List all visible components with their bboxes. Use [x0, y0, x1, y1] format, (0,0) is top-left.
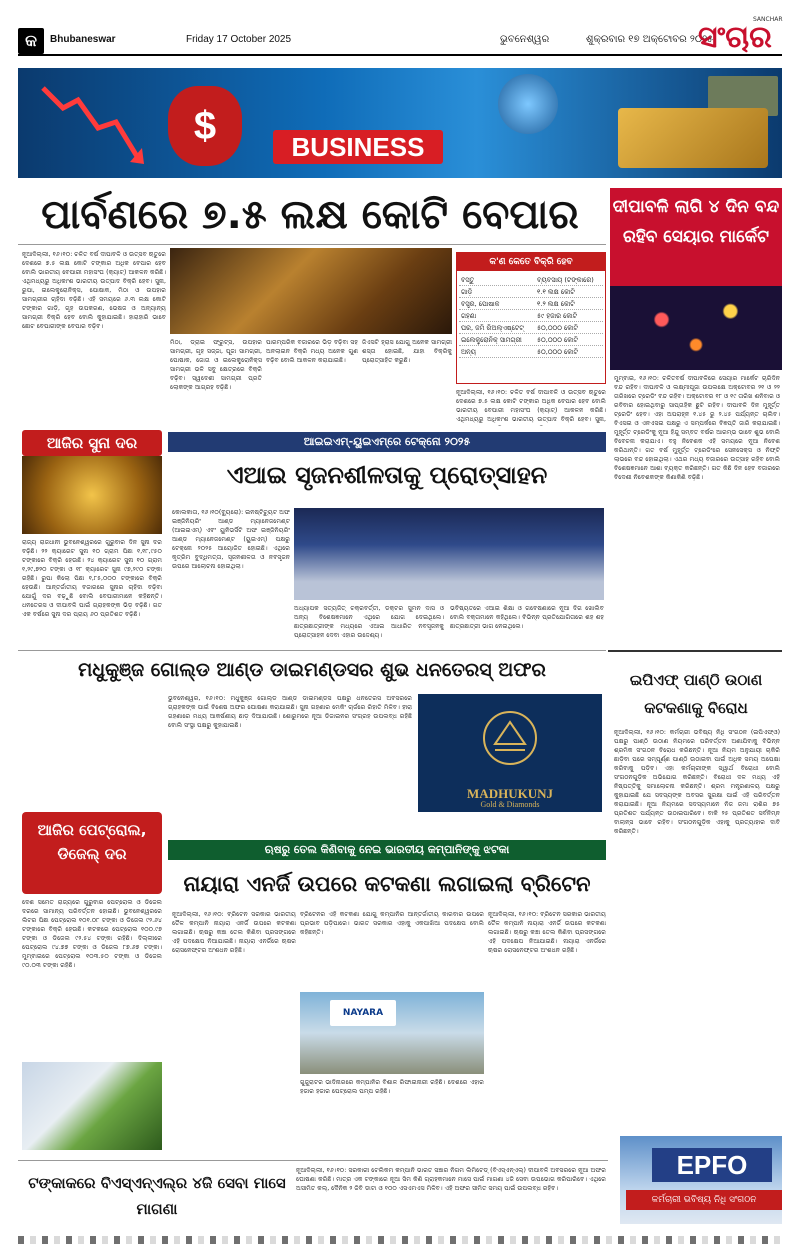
- market-headline: ଦୀପାବଳି ଲାଗି ୪ ଦିନ ବନ୍ଦ ରହିବ ସେୟାର ମାର୍କେଟ: [610, 188, 782, 286]
- main-story-column-4: ଜିଏସଟି ହ୍ରାସ ଯୋଗୁ ଅନେକ ସାମଗ୍ରୀ ଶସ୍ତା ହୋଇଛି, ଯାହା ବିକ୍ରିକୁ ପ୍ରୋତ୍ସାହିତ କରୁଛି।: [362, 339, 452, 364]
- nayara-logo: NAYARA: [330, 1000, 396, 1026]
- main-story-column-1: ନୂଆଦିଲ୍ଲୀ, ୧୬।୧୦: ଚଳିତ ବର୍ଷ ଦୀପାବଳି ଓ ଉତ୍ସବ ଋତୁରେ ଦେଶରେ ୭.୫ ଲକ୍ଷ କୋଟି ଟଙ୍କାର ଅଧିକ ବେପାର ହେବ ବୋଲି ଭାରତୀୟ ବେପାରୀ ମହାସଂଘ (କ୍ୟାଟ୍) ଆକଳନ କରିଛି। ଏଥିମଧ୍ୟରୁ ଅଧିକାଂଶ ଭାରତୀୟ ଉତ୍ପାଦ ବିକ୍ରି ହେବ। ସୁନା, ରୁପା, ଇଲେକ୍ଟ୍ରୋନିକ୍ସ, ପୋଷାକ, ମିଠା ଓ ଉପହାର ସାମଗ୍ରୀର ଚାହିଦା ବଢ଼ିଛି। ଏହି ସମୟରେ ୬.୩ ଲକ୍ଷ କୋଟି ଟଙ୍କାର ଗାଡ଼ି, ଗୃହ ଉପକରଣ, ଭେଷଜ ଓ ଅନ୍ୟାନ୍ୟ ସାମଗ୍ରୀ ବିକ୍ରି ହେବ ବୋଲି କୁହାଯାଇଛି। ହାରାହାରି ଭାବେ ଛୋଟ ବେପାରୀଙ୍କ ବେପାର ବଢ଼ିବ।: [22, 251, 166, 330]
- masthead: [18, 16, 783, 56]
- market-story: ମୁମ୍ବାଇ, ୧୬।୧୦: ଚଳିତବର୍ଷ ଦୀପାବଳିରେ ସେୟାର ମାର୍କେଟ ଚାରିଦିନ ବନ୍ଦ ରହିବ। ଦୀପାବଳି ଓ ଲକ୍ଷ୍ମୀପୂଜା ଉପଲକ୍ଷେ ଅକ୍ଟୋବର ୨୧ ଓ ୨୨ ତାରିଖରେ ଟ୍ରେଡିଂ ବନ୍ଦ ରହିବ। ଅକ୍ଟୋବର ୧୮ ଓ ୧୯ ତାରିଖ ଶନିବାର ଓ ରବିବାର ହୋଇଥିବାରୁ ସାପ୍ତାହିକ ଛୁଟି ରହିବ। ଦୀପାବଳି ଦିନ ମୁହୂର୍ତ୍ତ ଟ୍ରେଡିଂ ହେବ। ଏହା ଅପରାହ୍ନ ୧.୪୫ ରୁ ୨.୪୫ ପର୍ଯ୍ୟନ୍ତ ଚାଲିବ। ବିଏସଇ ଓ ଏନଏସଇ ପକ୍ଷରୁ ଏ ସମ୍ପର୍କରେ ବିଜ୍ଞପ୍ତି ଜାରି କରାଯାଇଛି। ମୁହୂର୍ତ୍ତ ଟ୍ରେଡିଂକୁ ନୂଆ ହିନ୍ଦୁ ସମ୍ବତ ବର୍ଷର ଆରମ୍ଭ ଭାବେ ଶୁଭ ବୋଲି ବିବେଚନା କରାଯାଏ। ବହୁ ନିବେଶକ ଏହି ସମୟରେ ନୂଆ ନିବେଶ କରିଥାନ୍ତି। ଗତ ବର୍ଷ ମୁହୂର୍ତ୍ତ ଟ୍ରେଡିଂରେ ସେନସେକ୍ସ ଓ ନିଫ୍ଟି ଲାଭରେ ବନ୍ଦ ହୋଇଥିଲା। ଏଥର ମଧ୍ୟ ବଜାରରେ ଉତ୍ସାହ ରହିବ ବୋଲି ବିଶେଷଜ୍ଞମାନେ ଆଶା ବ୍ୟକ୍ତ କରିଛନ୍ତି। ଗତ କିଛି ଦିନ ହେବ ବଜାରରେ ବିଦେଶୀ ନିବେଶକଙ୍କ କିଣାକିଣି ବଢ଼ିଛି।: [614, 375, 780, 481]
- iim-strip: ଆଇଇଏମ୍-ୟୁଇଏମ୍‌ରେ ଟେକ୍ନୋ ୨୦୨୫: [168, 432, 606, 452]
- nayara-story-column-4: ନୂଆଦିଲ୍ଲୀ, ୧୬।୧୦: ବ୍ରିଟେନ ସରକାର ଭାରତୀୟ ତୈଳ କମ୍ପାନି ନାୟାରା ଏନର୍ଜି ଉପରେ କଟକଣା ଲଗାଇଛି। ଋଷରୁ କଞ୍ଚା ତେଲ କିଣିବା ପ୍ରସଙ୍ଗରେ ଏହି ପଦକ୍ଷେପ ନିଆଯାଇଛି। ନାୟାରା ଏନର୍ଜିରେ ଋଷର ରୋସନେଫ୍ଟର ଅଂଶଧନ ରହିଛି।: [488, 911, 606, 954]
- city-odia: ଭୁବନେଶ୍ୱର: [500, 34, 550, 45]
- main-story-column-3: ପାରମ୍ପରିକ ବଜାରରେ ଭିଡ଼ ବଢ଼ିବା ସହ ଅନଲାଇନ ବିକ୍ରି ମଧ୍ୟ ଅନେକ ଗୁଣ ବଢ଼ିବ ବୋଲି ଆକଳନ କରାଯାଇଛି।: [266, 339, 358, 364]
- epfo-subtitle: କର୍ମଚାରୀ ଭବିଷ୍ୟ ନିଧି ସଂଗଠନ: [626, 1190, 782, 1210]
- fuel-pump-photo: [22, 1062, 162, 1150]
- main-headline: ପାର୍ବଣରେ ୭.୫ ଲକ୍ଷ କୋଟି ବେପାର: [41, 192, 579, 238]
- table-row: ଗହଣା ୫୯ ହଜାର କୋଟି: [459, 311, 603, 322]
- nayara-story-column-3: ଗୁଜୁରାଟର ଭାଦିନାରରେ କମ୍ପାନିର ବିଶାଳ ରିଫାଇନାରୀ ରହିଛି। ଦେଶରେ ଏହାର ହଜାର ହଜାର ପେଟ୍ରୋଲ ପମ୍ପ ରହିଛି।: [300, 1079, 484, 1095]
- main-story-column-2: ମିଠା, ଡ୍ରାଇ ଫ୍ରୁଟ୍ସ, ଉପହାର ସାମଗ୍ରୀ, ଗୃହ ସଜ୍ଜା, ପୂଜା ସାମଗ୍ରୀ, ପୋଷାକ, ଜୋତା ଓ ଇଲେକ୍ଟ୍ରୋନିକ୍ସ ସାମଗ୍ରୀ ଭଳି ସବୁ କ୍ଷେତ୍ରରେ ବିକ୍ରି ବଢ଼ିବ। ସ୍ୱଦେଶୀ ସାମଗ୍ରୀ ପ୍ରତି ଲୋକଙ୍କ ଆଗ୍ରହ ବଢ଼ିଛି।: [170, 339, 262, 391]
- business-label: BUSINESS: [273, 130, 443, 164]
- business-banner: [18, 68, 782, 178]
- epf-story: ନୂଆଦିଲ୍ଲୀ, ୧୬।୧୦: କର୍ମଚାରୀ ଭବିଷ୍ୟ ନିଧି ସଂଗଠନ (ଇପିଏଫ୍‌ଓ) ପକ୍ଷରୁ ପାଣ୍ଠି ଉଠାଣ ନିୟମରେ ପରିବର୍ତ୍ତନ ଅଣାଯିବାକୁ ବିଭିନ୍ନ ଶ୍ରମିକ ସଂଗଠନ ବିରୋଧ କରିଛନ୍ତି। ନୂଆ ନିୟମ ଅନୁଯାୟୀ ଚାକିରି ଛାଡ଼ିବା ପରେ ସମ୍ପୂର୍ଣ୍ଣ ପାଣ୍ଠି ଉଠାଇବା ପାଇଁ ଅଧିକ ସମୟ ଅପେକ୍ଷା କରିବାକୁ ପଡ଼ିବ। ଏହା କର୍ମଚାରୀଙ୍କ ସ୍ୱାର୍ଥ ବିରୋଧୀ ବୋଲି ସଂଗଠନଗୁଡ଼ିକ ଅଭିଯୋଗ କରିଛନ୍ତି। ବିରୋଧୀ ଦଳ ମଧ୍ୟ ଏହି ନିଷ୍ପତ୍ତିକୁ ସମାଲୋଚନା କରିଛନ୍ତି। ଶ୍ରମ ମନ୍ତ୍ରଣାଳୟ ପକ୍ଷରୁ କୁହାଯାଇଛି ଯେ ସଦସ୍ୟଙ୍କ ଅବସର ସୁରକ୍ଷା ପାଇଁ ଏହି ପରିବର୍ତ୍ତନ କରାଯାଇଛି। ନୂଆ ନିୟମରେ ସଦସ୍ୟମାନେ ନିଜ ଜମା ରାଶିର ୭୫ ପ୍ରତିଶତ ପର୍ଯ୍ୟନ୍ତ ଉଠାଇପାରିବେ। ବାକି ୨୫ ପ୍ରତିଶତ ସର୍ବନିମ୍ନ ବାଲାନ୍ସ ଭାବେ ରହିବ। ସଂଗଠନଗୁଡ଼ିକ ଏହାକୁ ପ୍ରତ୍ୟାହାର ଦାବି କରିଛନ୍ତି।: [614, 729, 780, 835]
- print-registration-bar: [18, 1236, 782, 1244]
- petrol-rate-title: ଆଜିର ପେଟ୍ରୋଲ, ଡିଜେଲ୍ ଦର: [22, 812, 162, 894]
- date-odia: ଶୁକ୍ରବାର ୧୭ ଅକ୍ଟୋବର ୨୦୨୫: [586, 34, 714, 45]
- brand-small: SANCHAR: [753, 16, 783, 23]
- table-row: ଇଲେକ୍ଟ୍ରୋନିକ୍ ସାମଗ୍ରୀ ୫୦,୦୦୦ କୋଟି: [459, 335, 603, 346]
- iim-story-column-3: ଭବିଷ୍ୟତରେ ଏଆଇ ଶିକ୍ଷା ଓ ଗବେଷଣାରେ ନୂଆ ଦିଗ ଖୋଲିବ ବୋଲି ବକ୍ତାମାନେ କହିଥିଲେ। ବିଭିନ୍ନ ପ୍ରତିଯୋଗିତାରେ ଶହ ଶହ ଛାତ୍ରଛାତ୍ରୀ ଭାଗ ନେଇଥିଲେ।: [450, 605, 604, 630]
- gold-ornament-photo: [22, 456, 162, 534]
- date-english: Friday 17 October 2025: [186, 34, 292, 45]
- conference-photo: [294, 508, 604, 600]
- bsnl-story: ନୂଆଦିଲ୍ଲୀ, ୧୬।୧୦: ସରକାରୀ ଟେଲିକମ କମ୍ପାନି ଭାରତ ସଞ୍ଚାର ନିଗମ ଲିମିଟେଡ୍ (ବିଏସ୍ଏନ୍ଏଲ୍) ଦୀପାବଳି ଅବସରରେ ନୂଆ ଅଫର ଘୋଷଣା କରିଛି। ମାତ୍ର ଏକ ଟଙ୍କାରେ ନୂଆ ସିମ କିଣି ଗ୍ରାହକମାନେ ମାସେ ପାଇଁ ମାଗଣା ୪ଜି ସେବା ଉପଭୋଗ କରିପାରିବେ। ଏଥିରେ ଅସୀମିତ କଲ୍, ଦୈନିକ ୨ ଜିବି ଡାଟା ଓ ୧୦୦ ଏସଏମଏସ ମିଳିବ। ଏହି ଅଫର ସୀମିତ ସମୟ ପାଇଁ ଉପଲବ୍ଧ ରହିବ।: [296, 1167, 606, 1192]
- table-row: ଅନ୍ୟ ୫୦,୦୦୦ କୋଟି: [459, 347, 603, 358]
- iim-headline: ଏଆଇ ସୃଜନଶୀଳତାକୁ ପ୍ରୋତ୍ସାହନ: [226, 461, 548, 489]
- sales-table-title: କ'ଣ କେତେ ବିକ୍ରି ହେବ: [457, 253, 605, 271]
- madhukunj-ad-sub: Gold & Diamonds: [480, 800, 540, 809]
- newspaper-brand: ସଂଚାର: [698, 20, 772, 55]
- gold-rate-title: ଆଜିର ସୁନା ଦର: [22, 430, 162, 456]
- nayara-story-column-2: ବ୍ରିଟେନର ଏହି କଟକଣା ଯୋଗୁ କମ୍ପାନିର ଆନ୍ତର୍ଜାତୀୟ କାରବାର ଉପରେ ପ୍ରଭାବ ପଡ଼ିପାରେ। ଭାରତ ସରକାର ଏହାକୁ ଏକପାଖିଆ ପଦକ୍ଷେପ ବୋଲି କହିଛନ୍ତି।: [300, 911, 484, 936]
- nayara-strip: ଋଷରୁ ତେଲ କିଣିବାକୁ ନେଇ ଭାରତୀୟ କମ୍ପାନିଙ୍କୁ ଝଟକା: [168, 840, 606, 860]
- madhukunj-ad-name: MADHUKUNJ: [467, 786, 553, 801]
- nayara-story-column-1: ନୂଆଦିଲ୍ଲୀ, ୧୬।୧୦: ବ୍ରିଟେନ ସରକାର ଭାରତୀୟ ତୈଳ କମ୍ପାନି ନାୟାରା ଏନର୍ଜି ଉପରେ କଟକଣା ଲଗାଇଛି। ଋଷରୁ କଞ୍ଚା ତେଲ କିଣିବା ପ୍ରସଙ୍ଗରେ ଏହି ପଦକ୍ଷେପ ନିଆଯାଇଛି। ନାୟାରା ଏନର୍ଜିରେ ଋଷର ରୋସନେଫ୍ଟର ଅଂଶଧନ ରହିଛି।: [172, 911, 296, 954]
- petrol-rate-story: ଦେଶ ସମେତ ରାଜ୍ୟରେ ଗୁରୁବାର ପେଟ୍ରୋଲ ଓ ଡିଜେଲ ଦରରେ ସାମାନ୍ୟ ପରିବର୍ତ୍ତନ ହୋଇଛି। ଭୁବନେଶ୍ୱରରେ ଲିଟର ପିଛା ପେଟ୍ରୋଲ ୧୦୧.୦୮ ଟଙ୍କା ଓ ଡିଜେଲ ୯୨.୬୪ ଟଙ୍କାରେ ବିକ୍ରି ହେଉଛି। କଟକରେ ପେଟ୍ରୋଲ ୧୦୦.୯୭ ଟଙ୍କା ଓ ଡିଜେଲ ୯୨.୫୪ ଟଙ୍କା ରହିଛି। ଦିଲ୍ଲୀରେ ପେଟ୍ରୋଲ ୯୪.୭୭ ଟଙ୍କା ଓ ଡିଜେଲ ୮୭.୬୭ ଟଙ୍କା। ମୁମ୍ବାଇରେ ପେଟ୍ରୋଲ ୧୦୩.୫୦ ଟଙ୍କା ଓ ଡିଜେଲ ୯୦.୦୩ ଟଙ୍କା ରହିଛି।: [22, 899, 162, 969]
- falling-chart-icon: [38, 78, 148, 168]
- table-row: ଗାଡ଼ି ୧.୧ ଲକ୍ଷ କୋଟି: [459, 287, 603, 298]
- madhukunj-story: ଭୁବନେଶ୍ୱର, ୧୬।୧୦: ମଧୁକୁଞ୍ଜ ଗୋଲ୍ଡ ଆଣ୍ଡ ଡାଇମଣ୍ଡସ ପକ୍ଷରୁ ଧନତେରସ ଅବସରରେ ଗ୍ରାହକଙ୍କ ପାଇଁ ବିଶେଷ ଅଫର ଘୋଷଣା କରାଯାଇଛି। ସୁନା ଗହଣାର ମେକିଂ ଚାର୍ଜରେ ରିହାତି ମିଳିବ। ହୀରା ଗହଣାରେ ମଧ୍ୟ ଆକର୍ଷଣୀୟ ଛାଡ଼ ଦିଆଯାଉଛି। ଶୋରୁମରେ ନୂଆ ଡିଜାଇନର ସଂଗ୍ରହ ଉପଲବ୍ଧ ରହିଛି ବୋଲି ସଂସ୍ଥା ପକ୍ଷରୁ କୁହାଯାଇଛି।: [168, 695, 412, 729]
- epf-headline: ଇପିଏଫ୍ ପାଣ୍ଠି ଉଠାଣ କଟକଣାକୁ ବିରୋଧ: [629, 671, 763, 717]
- gold-bars-icon: [618, 108, 768, 168]
- nayara-headline: ନାୟାରା ଏନର୍ଜି ଉପରେ କଟକଣା ଲଗାଇଲା ବ୍ରିଟେନ: [183, 872, 591, 896]
- epfo-logo: EPFO: [652, 1148, 772, 1182]
- iim-story-column-2: ଅଧ୍ୟାପକ ସତ୍ୟଜିତ୍ ଚକ୍ରବର୍ତ୍ତୀ, ଡକ୍ଟର ସୁମନ ଦାସ ଓ ଅନ୍ୟ ବିଶେଷଜ୍ଞମାନେ ଏଥିରେ ଯୋଗ ଦେଇଥିଲେ। ଛାତ୍ରଛାତ୍ରୀଙ୍କ ମଧ୍ୟରେ ଏଆଇ ଆଧାରିତ ନବସୃଜନକୁ ପ୍ରୋତ୍ସାହନ ଦେବା ଏହାର ଉଦ୍ଦେଶ୍ୟ।: [294, 605, 444, 639]
- fireworks-photo: [610, 286, 782, 370]
- bsnl-headline: ଟଙ୍କାକରେ ବିଏସ୍ଏନ୍ଏଲ୍‌ର ୪ଜି ସେବା ମାସେ ମାଗଣା: [28, 1174, 286, 1218]
- city-english: Bhubaneswar: [50, 34, 116, 45]
- madhukunj-logo-icon: [480, 708, 540, 768]
- table-row: ବସ୍ତ୍ର, ପୋଷାକ ୧.୨ ଲକ୍ଷ କୋଟି: [459, 299, 603, 310]
- table-row: ଘର, ଜମି ରିଅଲ୍ଏଷ୍ଟେଟ୍ ୫୦,୦୦୦ କୋଟି: [459, 323, 603, 334]
- logo-mark: କ: [18, 28, 44, 54]
- sales-table: [456, 252, 606, 384]
- dollar-symbol: $: [193, 104, 217, 148]
- globe-icon: [498, 74, 558, 134]
- madhukunj-headline: ମଧୁକୁଞ୍ଜ ଗୋଲ୍ଡ ଆଣ୍ଡ ଡାଇମଣ୍ଡସର ଶୁଭ ଧନତେରସ୍ ଅଫର: [78, 659, 546, 681]
- table-row: ବସ୍ତୁ ବ୍ୟବସାୟ (ଟଙ୍କାରେ): [459, 275, 603, 286]
- main-story-column-5: ନୂଆଦିଲ୍ଲୀ, ୧୬।୧୦: ଚଳିତ ବର୍ଷ ଦୀପାବଳି ଓ ଉତ୍ସବ ଋତୁରେ ଦେଶରେ ୭.୫ ଲକ୍ଷ କୋଟି ଟଙ୍କାର ଅଧିକ ବେପାର ହେବ ବୋଲି ଭାରତୀୟ ବେପାରୀ ମହାସଂଘ (କ୍ୟାଟ୍) ଆକଳନ କରିଛି। ଏଥିମଧ୍ୟରୁ ଅଧିକାଂଶ ଭାରତୀୟ ଉତ୍ପାଦ ବିକ୍ରି ହେବ। ସୁନା,: [456, 389, 606, 423]
- iim-story-column-1: କୋଲକାତା, ୧୬।୧୦(ବ୍ୟୁରୋ): ଇନଷ୍ଟିଚ୍ୟୁଟ ଅଫ ଇଞ୍ଜିନିୟରିଂ ଆଣ୍ଡ ମ୍ୟାନେଜମେଣ୍ଟ (ଆଇଇଏମ୍) ଏବଂ ୟୁନିଭର୍ସିଟି ଅଫ ଇଞ୍ଜିନିୟରିଂ ଆଣ୍ଡ ମ୍ୟାନେଜମେଣ୍ଟ (ୟୁଇଏମ୍) ପକ୍ଷରୁ ଟେକ୍ନୋ ୨୦୨୫ ଆୟୋଜିତ ହୋଇଛି। ଏଥିରେ କୃତ୍ରିମ ବୁଦ୍ଧିମତ୍ତା, ସୃଜନଶୀଳତା ଓ ନବସୃଜନ ଉପରେ ଆଲୋଚନା ହୋଇଥିଲା।: [172, 509, 290, 570]
- gold-jewellery-photo: [170, 248, 452, 334]
- gold-rate-story: ରାଜ୍ୟ ରାଜଧାନୀ ଭୁବନେଶ୍ୱରରେ ଗୁରୁବାର ଦିନ ସୁନା ଦର ବଢ଼ିଛି। ୨୨ କ୍ୟାରେଟ ସୁନା ୧୦ ଗ୍ରାମ ପିଛା ୧,୧୮,୯୫୦ ଟଙ୍କାରେ ବିକ୍ରି ହେଉଛି। ୨୪ କ୍ୟାରେଟ ସୁନା ୧୦ ଗ୍ରାମ ୧,୨୯,୭୨୦ ଟଙ୍କା ଓ ୧୮ କ୍ୟାରେଟ ସୁନା ୯୭,୨୯୦ ଟଙ୍କା ରହିଛି। ରୁପା କିଲୋ ପିଛା ୧,୮୫,୦୦୦ ଟଙ୍କାରେ ବିକ୍ରି ହେଉଛି। ଆନ୍ତର୍ଜାତୀୟ ବଜାରରେ ସୁନାର ଚାହିଦା ବଢ଼ିବା ଯୋଗୁଁ ଦର ବଢ଼ୁଛି ବୋଲି ବେପାରୀମାନେ କହିଛନ୍ତି। ଧନତେରସ ଓ ଦୀପାବଳି ପାଇଁ ଗ୍ରାହକଙ୍କ ଭିଡ଼ ବଢ଼ିଛି। ଗତ ଏକ ବର୍ଷରେ ସୁନା ଦର ପ୍ରାୟ ୬୦ ପ୍ରତିଶତ ବଢ଼ିଛି।: [22, 539, 162, 618]
